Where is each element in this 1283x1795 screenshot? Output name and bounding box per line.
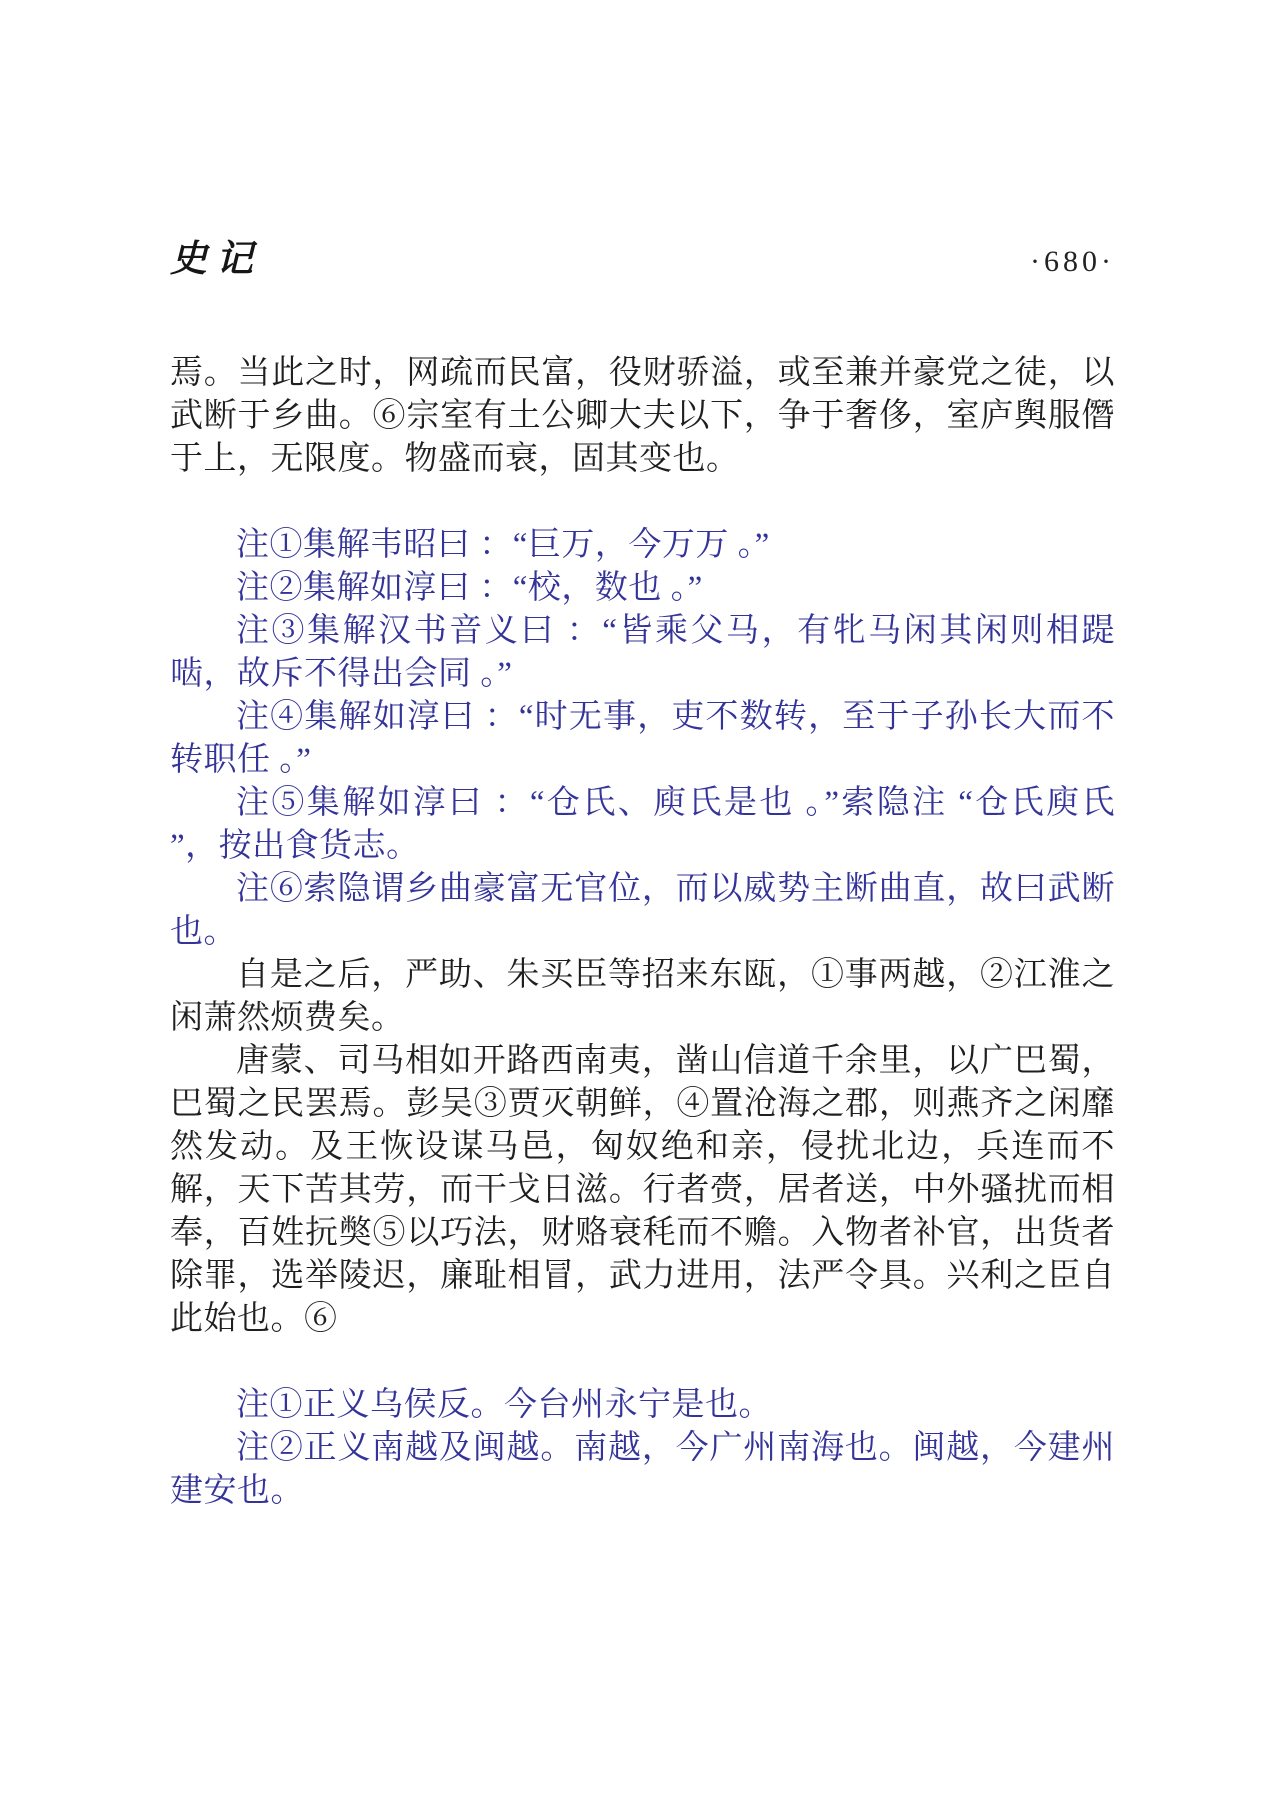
annotation-3: 注③集解汉书音义曰 ：“皆乘父马，有牝马闲其闲则相踶啮，故斥不得出会同 。” (170, 613, 1115, 692)
page-number: ·680· (1030, 245, 1115, 278)
paragraph-gap (170, 1341, 1115, 1384)
annotation-1: 注①集解韦昭曰 ：“巨万，今万万 。” (236, 527, 770, 563)
annotation-4: 注④集解如淳曰 ：“时无事，吏不数转，至于子孙长大而不转职任 。” (170, 699, 1115, 778)
annotation-5: 注⑤集解如淳曰 ：“仓氏、庾氏是也 。”索隐注 “仓氏庾氏 ”，按出食货志。 (170, 785, 1115, 864)
paragraph-main-1: 自是之后，严助、朱买臣等招来东瓯，①事两越，②江淮之闲萧然烦费矣。 (170, 957, 1115, 1036)
book-title: 史记 (170, 239, 262, 280)
annotation-zhengyi-1: 注①正义乌侯反。今台州永宁是也。 (236, 1387, 772, 1423)
page-header (170, 228, 1115, 282)
paragraph-continuation: 焉。当此之时，网疏而民富，役财骄溢，或至兼并豪党之徒，以武断于乡曲。⑥宗室有土公卿大夫以下，争于奢侈，室庐舆服僭于上，无限度。物盛而衰，固其变也。 (170, 355, 1115, 477)
annotation-2: 注②集解如淳曰 ：“校，数也 。” (236, 570, 703, 606)
paragraph-gap (170, 481, 1115, 524)
page-body (170, 352, 1115, 1513)
annotation-6: 注⑥索隐谓乡曲豪富无官位，而以威势主断曲直，故曰武断也。 (170, 871, 1115, 950)
paragraph-main-2: 唐蒙、司马相如开路西南夷，凿山信道千余里，以广巴蜀，巴蜀之民罢焉。彭吴③贾灭朝鲜，④置沧海之郡，则燕齐之闲靡然发动。及王恢设谋马邑，匈奴绝和亲，侵扰北边，兵连而不解，天下苦其劳，而干戈日滋。行者赍，居者送，中外骚扰而相奉，百姓抏獘⑤以巧法，财赂衰秏而不赡。入物者补官，出货者除罪，选举陵迟，廉耻相冒，武力进用，法严令具。兴利之臣自此始也。⑥ (170, 1043, 1115, 1337)
annotation-zhengyi-2: 注②正义南越及闽越。南越，今广州南海也。闽越，今建州建安也。 (170, 1430, 1115, 1509)
